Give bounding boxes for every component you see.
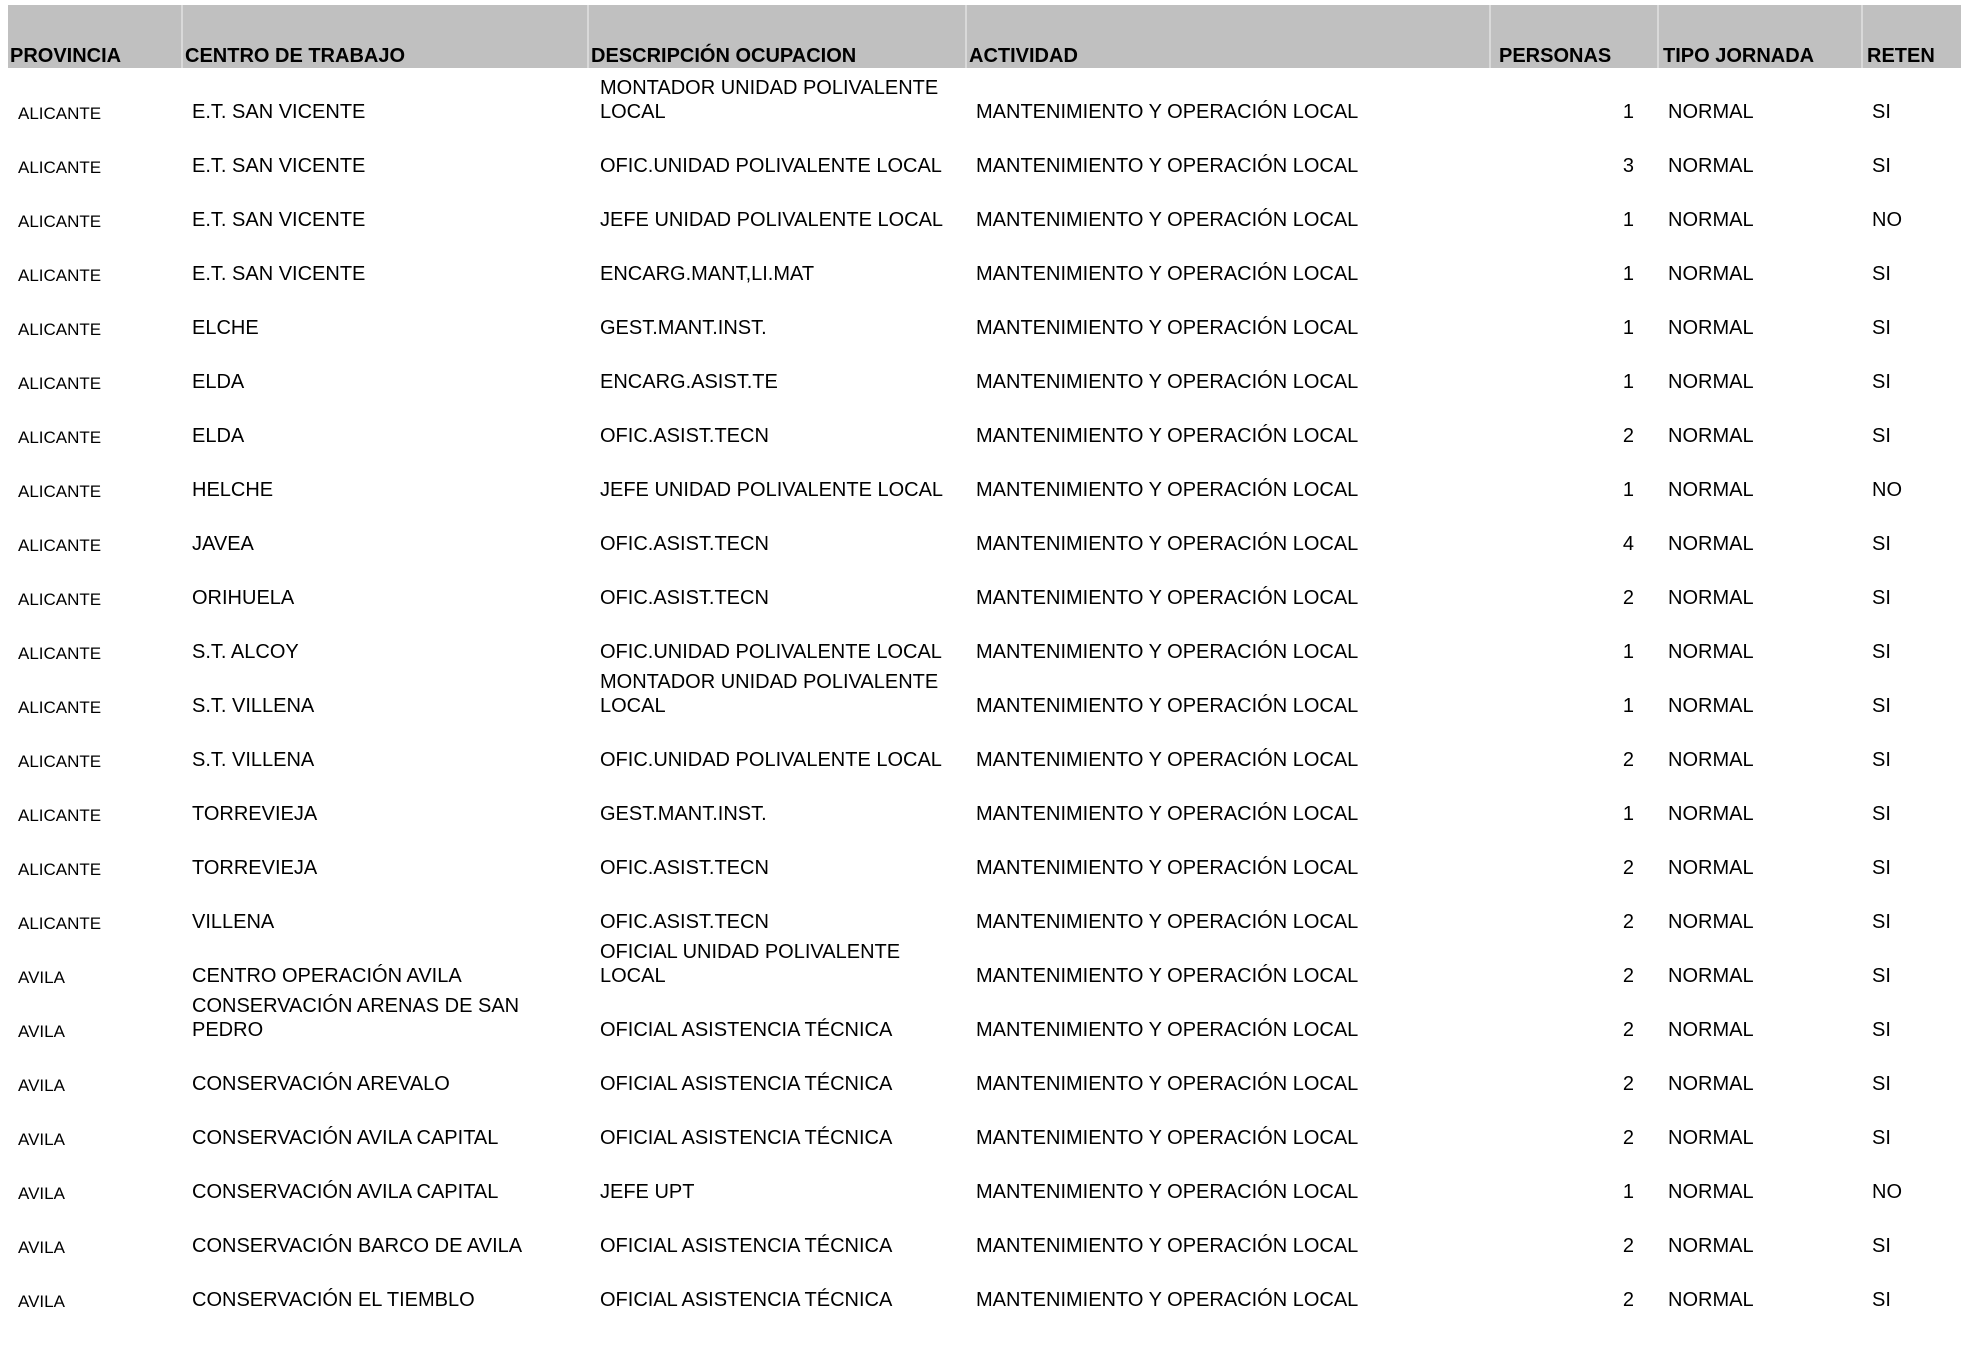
cell-personas[interactable]: 1 (1622, 1181, 1634, 1203)
cell-actividad[interactable]: MANTENIMIENTO Y OPERACIÓN LOCAL (976, 965, 1359, 987)
cell-centro[interactable]: E.T. SAN VICENTE (192, 101, 366, 123)
header-centro[interactable]: CENTRO DE TRABAJO (182, 5, 588, 68)
cell-tipo-jornada[interactable]: NORMAL (1668, 1127, 1754, 1149)
table-header (8, 5, 1961, 68)
cell-tipo-jornada[interactable]: NORMAL (1668, 479, 1754, 501)
cell-centro[interactable]: ELDA (192, 425, 245, 447)
cell-reten[interactable]: SI (1872, 1235, 1891, 1257)
cell-personas[interactable]: 1 (1622, 209, 1634, 231)
table-row (8, 1044, 1961, 1098)
cell-actividad[interactable]: MANTENIMIENTO Y OPERACIÓN LOCAL (976, 263, 1359, 285)
cell-personas[interactable]: 2 (1622, 425, 1634, 447)
table-row (8, 450, 1961, 504)
cell-personas[interactable]: 1 (1622, 101, 1634, 123)
cell-centro[interactable]: E.T. SAN VICENTE (192, 263, 366, 285)
table-body (8, 68, 1961, 1314)
cell-centro[interactable]: TORREVIEJA (192, 803, 318, 825)
header-personas[interactable]: PERSONAS (1490, 5, 1658, 68)
cell-centro[interactable]: JAVEA (192, 533, 254, 555)
cell-provincia[interactable]: ALICANTE (18, 374, 102, 393)
cell-reten[interactable]: SI (1872, 371, 1891, 393)
cell-actividad[interactable]: MANTENIMIENTO Y OPERACIÓN LOCAL (976, 587, 1359, 609)
cell-reten[interactable]: SI (1872, 587, 1891, 609)
cell-actividad[interactable]: MANTENIMIENTO Y OPERACIÓN LOCAL (976, 533, 1359, 555)
cell-descripcion[interactable]: OFICIAL ASISTENCIA TÉCNICA (600, 1289, 893, 1311)
cell-provincia[interactable]: ALICANTE (18, 698, 102, 717)
cell-descripcion[interactable]: OFIC.UNIDAD POLIVALENTE LOCAL (600, 749, 942, 771)
cell-provincia[interactable]: ALICANTE (18, 644, 102, 663)
data-table (8, 5, 1961, 1314)
cell-centro[interactable]: CONSERVACIÓN ARENAS DE SAN PEDRO (192, 995, 520, 1041)
table-row (8, 936, 1961, 990)
cell-tipo-jornada[interactable]: NORMAL (1668, 209, 1754, 231)
cell-personas[interactable]: 2 (1622, 965, 1634, 987)
cell-actividad[interactable]: MANTENIMIENTO Y OPERACIÓN LOCAL (976, 911, 1359, 933)
cell-descripcion[interactable]: JEFE UPT (600, 1181, 695, 1203)
cell-reten[interactable]: SI (1872, 965, 1891, 987)
cell-provincia[interactable]: ALICANTE (18, 104, 102, 123)
cell-tipo-jornada[interactable]: NORMAL (1668, 857, 1754, 879)
header-reten[interactable]: RETEN (1862, 5, 1961, 68)
cell-reten[interactable]: SI (1872, 533, 1891, 555)
cell-provincia[interactable]: ALICANTE (18, 752, 102, 771)
cell-reten[interactable]: NO (1872, 479, 1902, 501)
cell-tipo-jornada[interactable]: NORMAL (1668, 425, 1754, 447)
cell-personas[interactable]: 2 (1622, 1235, 1634, 1257)
cell-centro[interactable]: ELCHE (192, 317, 259, 339)
cell-descripcion[interactable]: OFIC.ASIST.TECN (600, 587, 769, 609)
cell-provincia[interactable]: AVILA (18, 1292, 65, 1311)
cell-centro[interactable]: S.T. VILLENA (192, 695, 315, 717)
cell-tipo-jornada[interactable]: NORMAL (1668, 749, 1754, 771)
cell-tipo-jornada[interactable]: NORMAL (1668, 317, 1754, 339)
cell-actividad[interactable]: MANTENIMIENTO Y OPERACIÓN LOCAL (976, 1019, 1359, 1041)
table-row (8, 1260, 1961, 1314)
cell-descripcion[interactable]: OFICIAL ASISTENCIA TÉCNICA (600, 1127, 893, 1149)
cell-actividad[interactable]: MANTENIMIENTO Y OPERACIÓN LOCAL (976, 155, 1359, 177)
cell-provincia[interactable]: AVILA (18, 1130, 65, 1149)
cell-descripcion[interactable]: OFICIAL ASISTENCIA TÉCNICA (600, 1019, 893, 1041)
cell-personas[interactable]: 2 (1622, 1289, 1634, 1311)
cell-personas[interactable]: 1 (1622, 317, 1634, 339)
table-row (8, 180, 1961, 234)
cell-personas[interactable]: 2 (1622, 911, 1634, 933)
cell-tipo-jornada[interactable]: NORMAL (1668, 1181, 1754, 1203)
cell-actividad[interactable]: MANTENIMIENTO Y OPERACIÓN LOCAL (976, 317, 1359, 339)
cell-centro[interactable]: ELDA (192, 371, 245, 393)
cell-descripcion[interactable]: OFICIAL UNIDAD POLIVALENTE LOCAL (600, 941, 901, 987)
cell-provincia[interactable]: ALICANTE (18, 536, 102, 555)
cell-reten[interactable]: SI (1872, 1127, 1891, 1149)
table-row (8, 234, 1961, 288)
cell-descripcion[interactable]: MONTADOR UNIDAD POLIVALENTE LOCAL (600, 77, 939, 123)
cell-actividad[interactable]: MANTENIMIENTO Y OPERACIÓN LOCAL (976, 803, 1359, 825)
cell-descripcion[interactable]: ENCARG.ASIST.TE (600, 371, 778, 393)
cell-tipo-jornada[interactable]: NORMAL (1668, 965, 1754, 987)
cell-reten[interactable]: NO (1872, 209, 1902, 231)
cell-descripcion[interactable]: GEST.MANT.INST. (600, 803, 767, 825)
table-row (8, 720, 1961, 774)
cell-descripcion[interactable]: OFIC.ASIST.TECN (600, 425, 769, 447)
cell-personas[interactable]: 2 (1622, 1073, 1634, 1095)
cell-reten[interactable]: SI (1872, 263, 1891, 285)
cell-reten[interactable]: SI (1872, 803, 1891, 825)
cell-provincia[interactable]: ALICANTE (18, 914, 102, 933)
cell-reten[interactable]: SI (1872, 1289, 1891, 1311)
cell-reten[interactable]: SI (1872, 695, 1891, 717)
cell-provincia[interactable]: AVILA (18, 968, 65, 987)
cell-personas[interactable]: 3 (1622, 155, 1634, 177)
cell-actividad[interactable]: MANTENIMIENTO Y OPERACIÓN LOCAL (976, 695, 1359, 717)
cell-tipo-jornada[interactable]: NORMAL (1668, 911, 1754, 933)
cell-reten[interactable]: SI (1872, 1073, 1891, 1095)
cell-actividad[interactable]: MANTENIMIENTO Y OPERACIÓN LOCAL (976, 641, 1359, 663)
cell-reten[interactable]: NO (1872, 1181, 1902, 1203)
cell-tipo-jornada[interactable]: NORMAL (1668, 1235, 1754, 1257)
cell-personas[interactable]: 1 (1622, 803, 1634, 825)
cell-reten[interactable]: SI (1872, 155, 1891, 177)
cell-centro[interactable]: CONSERVACIÓN EL TIEMBLO (192, 1289, 475, 1311)
cell-descripcion[interactable]: OFIC.ASIST.TECN (600, 911, 769, 933)
cell-provincia[interactable]: AVILA (18, 1238, 65, 1257)
cell-tipo-jornada[interactable]: NORMAL (1668, 155, 1754, 177)
cell-reten[interactable]: SI (1872, 749, 1891, 771)
cell-personas[interactable]: 1 (1622, 371, 1634, 393)
cell-provincia[interactable]: AVILA (18, 1076, 65, 1095)
cell-centro[interactable]: E.T. SAN VICENTE (192, 155, 366, 177)
cell-descripcion[interactable]: OFIC.ASIST.TECN (600, 857, 769, 879)
cell-reten[interactable]: SI (1872, 641, 1891, 663)
cell-actividad[interactable]: MANTENIMIENTO Y OPERACIÓN LOCAL (976, 101, 1359, 123)
cell-centro[interactable]: VILLENA (192, 911, 275, 933)
cell-tipo-jornada[interactable]: NORMAL (1668, 803, 1754, 825)
cell-tipo-jornada[interactable]: NORMAL (1668, 263, 1754, 285)
cell-descripcion[interactable]: JEFE UNIDAD POLIVALENTE LOCAL (600, 209, 944, 231)
cell-personas[interactable]: 2 (1622, 587, 1634, 609)
cell-provincia[interactable]: ALICANTE (18, 212, 102, 231)
cell-personas[interactable]: 1 (1622, 479, 1634, 501)
cell-provincia[interactable]: AVILA (18, 1184, 65, 1203)
cell-actividad[interactable]: MANTENIMIENTO Y OPERACIÓN LOCAL (976, 1235, 1359, 1257)
cell-provincia[interactable]: ALICANTE (18, 806, 102, 825)
table-row (8, 68, 1961, 126)
table-row (8, 1152, 1961, 1206)
cell-tipo-jornada[interactable]: NORMAL (1668, 1019, 1754, 1041)
cell-tipo-jornada[interactable]: NORMAL (1668, 587, 1754, 609)
cell-descripcion[interactable]: MONTADOR UNIDAD POLIVALENTE LOCAL (600, 671, 939, 717)
cell-centro[interactable]: CONSERVACIÓN AVILA CAPITAL (192, 1127, 499, 1149)
cell-tipo-jornada[interactable]: NORMAL (1668, 371, 1754, 393)
table-row (8, 774, 1961, 828)
cell-provincia[interactable]: ALICANTE (18, 320, 102, 339)
cell-centro[interactable]: ORIHUELA (192, 587, 295, 609)
cell-reten[interactable]: SI (1872, 911, 1891, 933)
cell-provincia[interactable]: ALICANTE (18, 266, 102, 285)
cell-tipo-jornada[interactable]: NORMAL (1668, 695, 1754, 717)
cell-tipo-jornada[interactable]: NORMAL (1668, 1289, 1754, 1311)
cell-centro[interactable]: S.T. VILLENA (192, 749, 315, 771)
cell-tipo-jornada[interactable]: NORMAL (1668, 101, 1754, 123)
cell-descripcion[interactable]: OFIC.UNIDAD POLIVALENTE LOCAL (600, 641, 942, 663)
cell-centro[interactable]: CONSERVACIÓN AREVALO (192, 1073, 450, 1095)
cell-centro[interactable]: HELCHE (192, 479, 274, 501)
cell-descripcion[interactable]: OFICIAL ASISTENCIA TÉCNICA (600, 1235, 893, 1257)
cell-actividad[interactable]: MANTENIMIENTO Y OPERACIÓN LOCAL (976, 425, 1359, 447)
table-row (8, 342, 1961, 396)
cell-personas[interactable]: 1 (1622, 695, 1634, 717)
cell-provincia[interactable]: ALICANTE (18, 158, 102, 177)
cell-descripcion[interactable]: ENCARG.MANT,LI.MAT (600, 263, 815, 285)
header-descripcion[interactable]: DESCRIPCIÓN OCUPACION (588, 5, 966, 68)
cell-provincia[interactable]: ALICANTE (18, 590, 102, 609)
cell-provincia[interactable]: ALICANTE (18, 860, 102, 879)
table-row (8, 828, 1961, 882)
cell-descripcion[interactable]: JEFE UNIDAD POLIVALENTE LOCAL (600, 479, 944, 501)
cell-reten[interactable]: SI (1872, 1019, 1891, 1041)
cell-reten[interactable]: SI (1872, 101, 1891, 123)
cell-actividad[interactable]: MANTENIMIENTO Y OPERACIÓN LOCAL (976, 1127, 1359, 1149)
header-tipo-jornada[interactable]: TIPO JORNADA (1658, 5, 1862, 68)
table-row (8, 558, 1961, 612)
cell-actividad[interactable]: MANTENIMIENTO Y OPERACIÓN LOCAL (976, 1181, 1359, 1203)
cell-personas[interactable]: 1 (1622, 641, 1634, 663)
cell-descripcion[interactable]: GEST.MANT.INST. (600, 317, 767, 339)
table-row (8, 126, 1961, 180)
cell-actividad[interactable]: MANTENIMIENTO Y OPERACIÓN LOCAL (976, 371, 1359, 393)
cell-tipo-jornada[interactable]: NORMAL (1668, 641, 1754, 663)
table-row (8, 882, 1961, 936)
table-row (8, 990, 1961, 1044)
cell-centro[interactable]: S.T. ALCOY (192, 641, 299, 663)
cell-descripcion[interactable]: OFIC.UNIDAD POLIVALENTE LOCAL (600, 155, 942, 177)
cell-reten[interactable]: SI (1872, 425, 1891, 447)
cell-actividad[interactable]: MANTENIMIENTO Y OPERACIÓN LOCAL (976, 479, 1359, 501)
cell-tipo-jornada[interactable]: NORMAL (1668, 533, 1754, 555)
cell-personas[interactable]: 2 (1622, 857, 1634, 879)
table-row (8, 1206, 1961, 1260)
cell-actividad[interactable]: MANTENIMIENTO Y OPERACIÓN LOCAL (976, 1073, 1359, 1095)
table-row (8, 288, 1961, 342)
cell-personas[interactable]: 4 (1622, 533, 1634, 555)
cell-descripcion[interactable]: OFICIAL ASISTENCIA TÉCNICA (600, 1073, 893, 1095)
header-actividad[interactable]: ACTIVIDAD (966, 5, 1490, 68)
cell-reten[interactable]: SI (1872, 857, 1891, 879)
cell-actividad[interactable]: MANTENIMIENTO Y OPERACIÓN LOCAL (976, 209, 1359, 231)
cell-centro[interactable]: CONSERVACIÓN AVILA CAPITAL (192, 1181, 499, 1203)
table-row (8, 396, 1961, 450)
cell-actividad[interactable]: MANTENIMIENTO Y OPERACIÓN LOCAL (976, 857, 1359, 879)
cell-reten[interactable]: SI (1872, 317, 1891, 339)
cell-provincia[interactable]: AVILA (18, 1022, 65, 1041)
cell-actividad[interactable]: MANTENIMIENTO Y OPERACIÓN LOCAL (976, 1289, 1359, 1311)
cell-centro[interactable]: CENTRO OPERACIÓN AVILA (192, 965, 462, 987)
cell-descripcion[interactable]: OFIC.ASIST.TECN (600, 533, 769, 555)
cell-centro[interactable]: E.T. SAN VICENTE (192, 209, 366, 231)
header-provincia[interactable]: PROVINCIA (8, 5, 182, 68)
cell-personas[interactable]: 2 (1622, 1127, 1634, 1149)
table-row (8, 504, 1961, 558)
cell-personas[interactable]: 2 (1622, 1019, 1634, 1041)
cell-provincia[interactable]: ALICANTE (18, 482, 102, 501)
table-row (8, 1098, 1961, 1152)
table-row (8, 666, 1961, 720)
cell-actividad[interactable]: MANTENIMIENTO Y OPERACIÓN LOCAL (976, 749, 1359, 771)
cell-centro[interactable]: TORREVIEJA (192, 857, 318, 879)
header-row (8, 5, 1961, 68)
cell-tipo-jornada[interactable]: NORMAL (1668, 1073, 1754, 1095)
cell-provincia[interactable]: ALICANTE (18, 428, 102, 447)
cell-centro[interactable]: CONSERVACIÓN BARCO DE AVILA (192, 1235, 523, 1257)
spreadsheet (8, 5, 1961, 1314)
table-row (8, 612, 1961, 666)
cell-personas[interactable]: 2 (1622, 749, 1634, 771)
cell-personas[interactable]: 1 (1622, 263, 1634, 285)
